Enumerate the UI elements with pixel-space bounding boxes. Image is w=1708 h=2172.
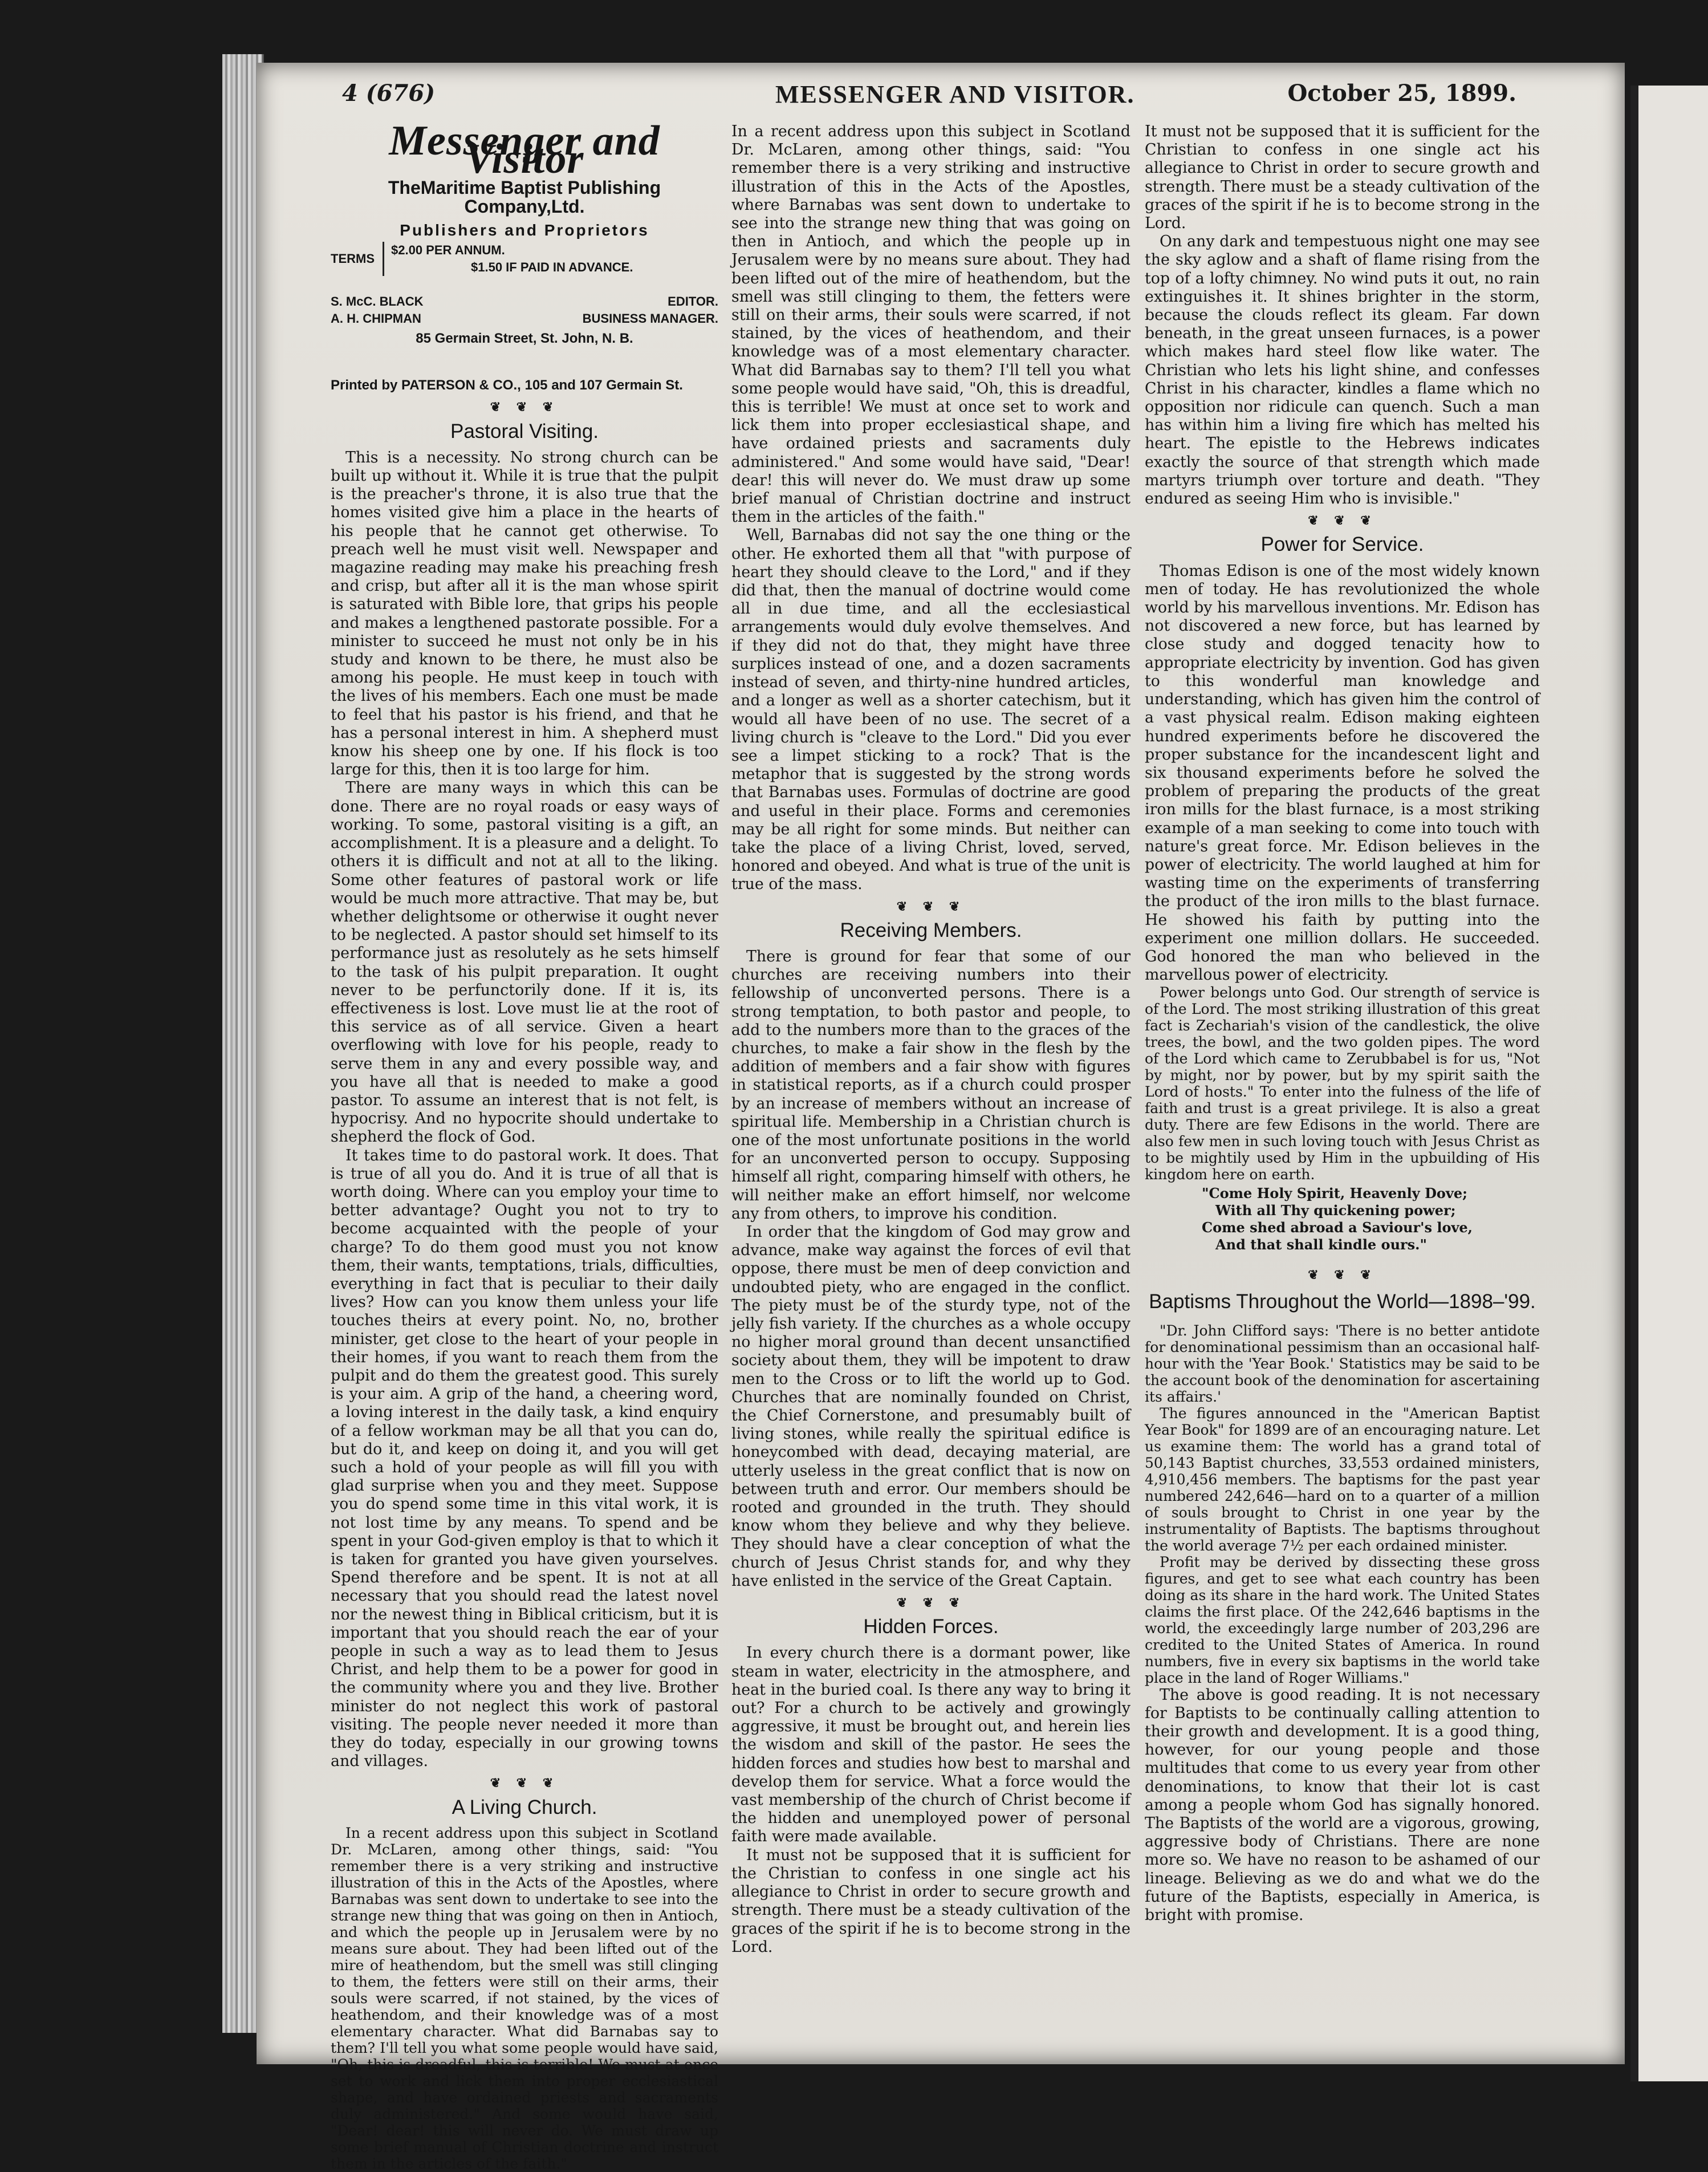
ornament-divider: ❦ ❦ ❦ <box>1308 513 1377 529</box>
article-paragraph: It takes time to do pastoral work. It does. That is true of all you do. And it is true of all that is worth doing. Where can you employ your time to better advantage? Ought you not to try to become acquainted with the people of your charge? To do them good must you not know them, their wants, temptations, trials, difficulties, everything in fact that is peculiar to their daily lives? How can you know them unless your life touches theirs at every point. No, no, brother minister, get close to the heart of your people in their homes, if you want to reach them from the pulpit and do them the greatest good. This surely is your aim. A grip of the hand, a cheering word, a loving interest in the daily task, a kind enquiry of a fellow workman may be all that you can do, but do it, and keep on doing it, and you will get such a hold of your people as will fill you with glad surprise when you and they meet. Suppose you do spend some time in this vital work, it is not lost time by any means. To spend and be spent in your God-given employ is that to which it is taken for granted you have given yourselves. Spend therefore and be spent. It is not at all necessary that you should read the latest novel nor the newest thing in Biblical criticism, but it is important that you should reach the ear of your people in such a way as to lead them to Jesus Christ, and help them to be a power for good in the community where you and they live. Brother minister do not neglect this work of pastoral visiting. The people never needed it more than they do today, especially in our growing towns and villages. <box>331 1146 718 1771</box>
issue-date: October 25, 1899. <box>1287 80 1516 107</box>
masthead-title: Messenger and Visitor <box>389 117 660 183</box>
column-1 <box>331 117 718 2172</box>
ornament-divider: ❦ ❦ ❦ <box>1308 1268 1377 1283</box>
heading-baptisms: Baptisms Throughout the World—1898–'99. <box>1149 1290 1536 1313</box>
terms-price-advance: $1.50 IF PAID IN ADVANCE. <box>471 260 633 275</box>
article-paragraph: The above is good reading. It is not necessary for Baptists to be continually calling attention to their growth and development. It is a good thing, however, for our young people and those multitudes that come to us every year from other denominations, to know that their lot is cast among a people whom God has signally honored. The Baptists of the world are a vigorous, growing, aggressive body of Christians. There are none more so. We have no reason to be ashamed of our lineage. Believing as we do and what we do the future of the Baptists, especially in America, is bright with promise. <box>1145 1686 1540 1924</box>
article-paragraph: This is a necessity. No strong church can be built up without it. While it is true that the pulpit is the preacher's throne, it is also true that the homes visited give him a place in the hearts of his people that he cannot get otherwise. To preach well he must visit well. Newspaper and magazine reading may make his preaching fresh and crisp, but after all it is the man whose spirit is saturated with Bible lore, that grips his people and makes a lengthened pastorate possible. For a minister to succeed he must not only be in his study and known to be there, he must also be among his people. He must keep in touch with the lives of his members. Each one must be made to feel that his pastor is his friend, and that he has a personal interest in him. A shepherd must know his sheep one by one. If his flock is too large for this, then it is too large for him. <box>331 448 718 779</box>
article-paragraph: Power belongs unto God. Our strength of service is of the Lord. The most striking illustration of this great fact is Zechariah's vision of the candlestick, the olive trees, the bowl, and the two golden pipes. The word of the Lord which came to Zerubbabel is for us, "Not by might, nor by power, but by my spirit saith the Lord of hosts." To enter into the fulness of the life of faith and trust is a great privilege. It is also a great duty. There are few Edisons in the world. There are also few men in such loving touch with Jesus Christ as to be mightily used by Him in the upbuilding of His kingdom here on earth. <box>1145 984 1540 1183</box>
page-number: 4 (676) <box>342 80 436 107</box>
hymn-line: "Come Holy Spirit, Heavenly Dove; <box>1202 1185 1467 1202</box>
terms-price-annual: $2.00 PER ANNUM. <box>391 243 505 258</box>
article-paragraph: In order that the kingdom of God may grow and advance, make way against the forces of evil that oppose, there must be men of deep conviction and undoubted piety, who are engaged in the conflict. The piety must be of the sturdy type, not of the jelly fish variety. If the churches as a whole occupy no higher moral ground than decent unsanctified society about them, they will be impotent to draw men to the Cross or to lift the world up to God. Churches that are nominally founded on Christ, the Chief Cornerstone, and presumably built of living stones, while really the spiritual edifice is honeycombed with dead, decaying material, are utterly useless in the great conflict that is now on between truth and error. Our members should be rooted and grounded in the truth. They should know whom they believe and why they believe. They should have a clear conception of what the church of Jesus Christ stands for, and why they have enlisted in the service of the Great Captain. <box>731 1223 1130 1590</box>
manager-line <box>331 310 718 327</box>
manager-name: A. H. CHIPMAN <box>331 311 421 326</box>
heading-receiving-members: Receiving Members. <box>840 919 1022 941</box>
article-paragraph: Thomas Edison is one of the most widely known men of today. He has revolutionized the whole world by his marvellous inventions. Mr. Edison has not discovered a new force, but has learned by close study and dogged tenacity how to appropriate electricity by invention. God has given to this wonderful man knowledge and understanding, which has given him the control of a vast physical realm. Edison making eighteen hundred experiments before he discovered the proper substance for the incandescent light and six thousand experiments before he solved the problem of preparing the products of the great iron mills for the blast furnace, is a most striking example of a man seeking to come into touch with nature's great force. Mr. Edison believes in the power of electricity. The world laughed at him for wasting time on the experiments of transferring the product of the iron mills to the blast furnace. He showed his faith by putting into the experiment one million dollars. He succeeded. God honored the man who believed in the marvellous power of electricity. <box>1145 562 1540 984</box>
office-address: 85 Germain Street, St. John, N. B. <box>416 331 633 347</box>
article-paragraph: Well, Barnabas did not say the one thing or the other. He exhorted them all that "with purpose of heart they should cleave to the Lord," and if they did that, then the manual of doctrine would come all in due time, and all the ecclesiastical arrangements would duly evolve themselves. And if they did not do that, they might have three surplices instead of one, and a dozen sacraments instead of seven, and thirty-nine hundred articles, and a longer as well as a shorter catechism, but it would all have been of no use. The secret of a living church is "cleave to the Lord." Did you ever see a limpet sticking to a rock? That is the metaphor that is suggested by the strong words that Barnabas uses. Formulas of doctrine are good and useful in their place. Forms and ceremonies may be all right for some minds. But neither can take the place of a living Christ, loved, served, honored and obeyed. And what is true of the unit is true of the mass. <box>731 526 1130 894</box>
heading-hidden-forces: Hidden Forces. <box>863 1615 999 1638</box>
hymn-verse <box>1202 1185 1540 1253</box>
article-paragraph: It must not be supposed that it is sufficient for the Christian to confess in one single act his allegiance to Christ in order to secure growth and strength. There must be a steady cultivation of the graces of the spirit if he is to become strong in the Lord. <box>1145 123 1540 233</box>
heading-pastoral-visiting: Pastoral Visiting. <box>450 420 599 442</box>
ornament-divider: ❦ ❦ ❦ <box>490 400 559 415</box>
manager-role: BUSINESS MANAGER. <box>582 311 718 326</box>
ornament-divider: ❦ ❦ ❦ <box>490 1776 559 1791</box>
terms-label: TERMS <box>331 251 375 266</box>
subscription-terms <box>331 242 718 276</box>
publisher-company: TheMaritime Baptist Publishing Company,Ltd. <box>388 177 661 217</box>
running-title: MESSENGER AND VISITOR. <box>775 80 1135 108</box>
article-paragraph: "Dr. John Clifford says: 'There is no better antidote for denominational pessimism than an occasional half-hour with the 'Year Book.' Statistics may be said to be the account book of the denomination for ascertaining its affairs.' <box>1145 1322 1540 1405</box>
publishers-line: Publishers and Proprietors <box>400 221 649 239</box>
article-paragraph: In every church there is a dormant power, like steam in water, electricity in the atmosphere, and heat in the buried coal. Is there any way to bring it out? For a church to be actively and growingly aggressive, it must be brought out, and herein lies the wisdom and skill of the pastor. He sees the hidden forces and studies how best to marshal and develop them for service. What a force would the vast membership of the church of Christ become if the hidden and unemployed power of personal faith were made available. <box>731 1644 1130 1846</box>
column-3 <box>1145 123 1540 1925</box>
editor-line <box>331 293 718 310</box>
page-header <box>342 80 1516 114</box>
hymn-line: Come shed abroad a Saviour's love, <box>1202 1219 1473 1236</box>
article-paragraph: It must not be supposed that it is sufficient for the Christian to confess in one single act his allegiance to Christ in order to secure growth and strength. There must be a steady cultivation of the graces of the spirit if he is to become strong in the Lord. <box>731 1846 1130 1956</box>
article-paragraph: On any dark and tempestuous night one may see the sky aglow and a shaft of flame rising from the top of a lofty chimney. No wind puts it out, no rain extinguishes it. It shines brighter in the storm, because the clouds reflect its gleam. Far down beneath, in the great unseen furnaces, is a power which makes hard steel flow like water. The Christian who lets his light shine, and confesses Christ in his character, kindles a flame which no opposition nor ridicule can quench. Such a man has within him a living fire which has melted his heart. The epistle to the Hebrews indicates exactly the source of that strength which made martyrs triumph over torture and death. "They endured as seeing Him who is invisible." <box>1145 233 1540 508</box>
hymn-line: With all Thy quickening power; <box>1215 1202 1456 1219</box>
printer-line: Printed by PATERSON & CO., 105 and 107 Germain St. <box>331 377 683 393</box>
ornament-divider: ❦ ❦ ❦ <box>896 899 966 914</box>
article-paragraph: In a recent address upon this subject in Scotland Dr. McLaren, among other things, said: "You remember there is a very striking and instructive illustration of this in the Acts of the Apostles, where Barnabas was sent down to undertake to see into the strange new thing that was going on then in Antioch, and which the people up in Jerusalem were by no means sure about. They had been lifted out of the mire of heathendom, but the smell was still clinging to them, the fetters were still on their arms, their souls were scarred, if not stained, by the vices of heathendom, and their knowledge was of a most elementary character. What did Barnabas say to them? I'll tell you what some people would have said, "Oh, this is dreadful, this is terrible! We must at once set to work and lick them into proper ecclesiastical shape, and have ordained priests and sacraments duly administered." And some would have said, "Dear! dear! this will never do. We must draw up some brief manual of Christian doctrine and instruct them in the articles of the faith." <box>731 123 1130 526</box>
article-paragraph: In a recent address upon this subject in Scotland Dr. McLaren, among other things, said: "You remember there is a very striking and instructive illustration of this in the Acts of the Apostles, where Barnabas was sent down to undertake to see into the strange new thing that was going on then in Antioch, and which the people up in Jerusalem were by no means sure about. They had been lifted out of the mire of heathendom, but the smell was still clinging to them, the fetters were still on their arms, their souls were scarred, if not stained, by the vices of heathendom, and their knowledge was of a most elementary character. What did Barnabas say to them? I'll tell you what some people would have said, "Oh, this is dreadful, this is terrible! We must at once set to work and lick them into proper ecclesiastical shape, and have ordained priests and sacraments duly administered." And some would have said, "Dear! dear! this will never do. We must draw up some brief manual of Christian doctrine and instruct them in the articles of the faith." <box>331 1824 718 2172</box>
facing-page-edge <box>1630 86 1708 2081</box>
article-paragraph: The figures announced in the "American Baptist Year Book" for 1899 are of an encouraging nature. Let us examine them: The world has a grand total of 50,143 Baptist churches, 33,553 ordained ministers, 4,910,456 members. The baptisms for the past year numbered 242,646—hard on to a quarter of a million of souls brought to Christ in one year by the instrumentality of Baptists. The baptisms throughout the world average 7½ per each ordained minister. <box>1145 1404 1540 1554</box>
article-paragraph: Profit may be derived by dissecting these gross figures, and get to see what each country has been doing as its share in the hard work. The United States claims the first place. Of the 242,646 baptisms in the world, the exceedingly large number of 203,296 are credited to the United States of America. In round numbers, five in every six baptisms in the world take place in the land of Roger Williams." <box>1145 1553 1540 1686</box>
editor-name: S. McC. BLACK <box>331 294 424 309</box>
hymn-line: And that shall kindle ours." <box>1215 1236 1428 1253</box>
heading-living-church: A Living Church. <box>452 1796 597 1818</box>
article-paragraph: There is ground for fear that some of our churches are receiving numbers into their fellowship of unconverted persons. There is a strong temptation, to both pastor and people, to add to the numbers more than to the graces of the churches, to make a fair show in the flesh by the addition of members and a fair show with figures in statistical reports, as if a church could prosper by an increase of members without an increase of spiritual life. Membership in a Christian church is one of the most unfortunate positions in the world for an unconverted person to occupy. Supposing himself all right, comparing himself with others, he will neither make an effort himself, nor welcome any from others, to improve his condition. <box>731 947 1130 1223</box>
article-paragraph: There are many ways in which this can be done. There are no royal roads or easy ways of working. To some, pastoral visiting is a gift, an accomplishment. It is a pleasure and a delight. To others it is difficult and not at all to the liking. Some other features of pastoral work or life would be much more attractive. That may be, but whether delightsome or otherwise it ought never to be neglected. A pastor should set himself to its performance just as resolutely as he sets himself to the task of his pulpit preparation. It ought never to be perfunctorily done. If it is, its effectiveness is lost. Love must lie at the root of this service as of all service. Given a heart overflowing with love for his people, ready to serve them in any and every possible way, and you have all that is needed to make a good pastor. To assume an interest that is not felt, is hypocrisy. And no hypocrite should undertake to shepherd the flock of God. <box>331 779 718 1146</box>
ornament-divider: ❦ ❦ ❦ <box>896 1595 966 1611</box>
column-2 <box>731 123 1130 1956</box>
heading-power-for-service: Power for Service. <box>1260 533 1424 556</box>
editor-role: EDITOR. <box>668 294 718 309</box>
